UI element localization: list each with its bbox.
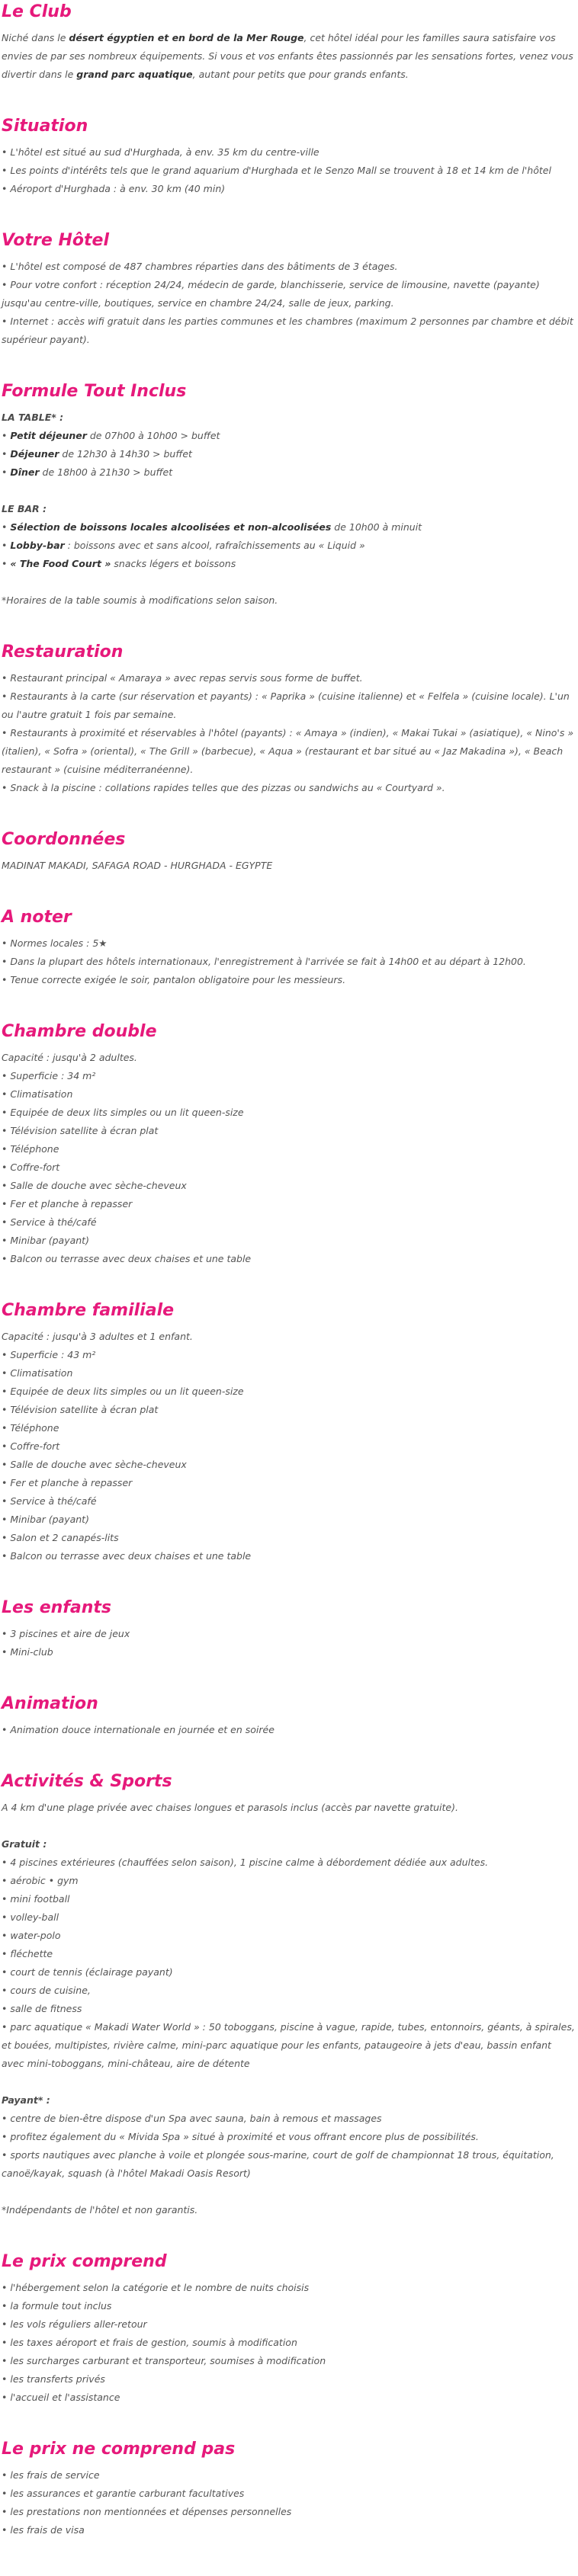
list-item: • parc aquatique « Makadi Water World » : 50 toboggans, piscine à vague, rapide, tubes, entonnoirs, géants, à spirales, et bouées, multipistes, rivière calme, mini-parc aquatique pour les enfants, pataugeoire à jets d'eau, bassin enfant avec mini-toboggans, mini-château, aire de détente [2, 2018, 576, 2073]
section-title: Chambre double [2, 1022, 157, 1041]
list-item [2, 463, 576, 482]
section-title: Votre Hôtel [2, 231, 109, 250]
free-activities [2, 1835, 576, 2073]
list-item: • les frais de service [2, 2466, 576, 2485]
list-item: • volley-ball [2, 1908, 576, 1927]
list-item: • les vols réguliers aller-retour [2, 2315, 576, 2334]
list-item: • Téléphone [2, 1419, 576, 1437]
paid-activities [2, 2091, 576, 2183]
address: MADINAT MAKADI, SAFAGA ROAD - HURGHADA - EGYPTE [2, 860, 273, 871]
room-capacity: Capacité : jusqu'à 3 adultes et 1 enfant. [2, 1331, 193, 1342]
list-item: • Service à thé/café [2, 1213, 576, 1232]
list-item: • water-polo [2, 1927, 576, 1945]
list-item: • Aéroport d'Hurghada : à env. 30 km (40 min) [2, 180, 576, 198]
intro-bold: désert égyptien et en bord de la Mer Rouge [69, 32, 304, 43]
list-item: • Equipée de deux lits simples ou un lit queen-size [2, 1104, 576, 1122]
list-item: • Minibar (payant) [2, 1511, 576, 1529]
list-item [2, 518, 576, 537]
beach-intro: A 4 km d'une plage privée avec chaises longues et parasols inclus (accès par navette gratuite). [2, 1802, 458, 1813]
section-title: Le prix comprend [2, 2252, 167, 2271]
room-details [2, 1049, 576, 1268]
list-item: • Service à thé/café [2, 1492, 576, 1511]
item-bold: Dîner [10, 466, 40, 478]
section-title: Activités & Sports [2, 1772, 172, 1791]
section-title: Chambre familiale [2, 1301, 175, 1320]
list-item: • L'hôtel est situé au sud d'Hurghada, à env. 35 km du centre-ville [2, 143, 576, 162]
list-item: • les prestations non mentionnées et dépenses personnelles [2, 2503, 576, 2521]
list-item: • Snack à la piscine : collations rapides telles que des pizzas ou sandwichs au « Courtyard ». [2, 779, 576, 797]
list-item: • l'accueil et l'assistance [2, 2389, 576, 2407]
list-item: • Internet : accès wifi gratuit dans les parties communes et les chambres (maximum 2 personnes par chambre et débit supérieur payant). [2, 312, 576, 349]
list-item: • Restaurants à proximité et réservables à l'hôtel (payants) : « Amaya » (indien), « Makai Tukai » (asiatique), « Nino's » (italien), « Sofra » (oriental), « The Grill » (barbecue), « Aqua » (restaurant et bar situé au « Jaz Makadina »), « Beach restaurant » (cuisine méditerranéenne). [2, 724, 576, 779]
list-item: • les assurances et garantie carburant facultatives [2, 2485, 576, 2503]
list-item: • Balcon ou terrasse avec deux chaises et une table [2, 1250, 576, 1268]
list-item: • les frais de visa [2, 2521, 576, 2539]
section-club [2, 0, 576, 84]
list-item: • cours de cuisine, [2, 1982, 576, 2000]
section-noter [2, 893, 576, 989]
list-item: • Climatisation [2, 1085, 576, 1104]
section-chambre-familiale [2, 1286, 576, 1565]
bullet-list [2, 143, 576, 198]
activities-note: *Indépendants de l'hôtel et non garantis. [2, 2204, 198, 2216]
section-title: Le prix ne comprend pas [2, 2440, 236, 2459]
list-item: • salle de fitness [2, 2000, 576, 2018]
list-item: • Coffre-fort [2, 1437, 576, 1456]
section-animation [2, 1680, 576, 1739]
list-item: • les transferts privés [2, 2370, 576, 2389]
list-item: • Superficie : 34 m² [2, 1067, 576, 1085]
list-item: • Télévision satellite à écran plat [2, 1122, 576, 1140]
list-item: • profitez également du « Mivida Spa » situé à proximité et vous offrant encore plus de possibilités. [2, 2128, 576, 2146]
bullet-list [2, 2466, 576, 2539]
intro-bold: grand parc aquatique [76, 69, 193, 80]
item-bold: Sélection de boissons locales alcoolisées et non-alcoolisées [10, 521, 332, 533]
list-item: • centre de bien-être dispose d'un Spa avec sauna, bain à remous et massages [2, 2110, 576, 2128]
list-item: • Mini-club [2, 1643, 576, 1661]
item-bold: Déjeuner [10, 448, 59, 460]
section-title: Le Club [2, 2, 72, 21]
item-bold: Petit déjeuner [10, 430, 87, 441]
list-item: • Restaurants à la carte (sur réservation et payants) : « Paprika » (cuisine italienne) et « Felfela » (cuisine locale). L'un ou l'autre gratuit 1 fois par semaine. [2, 687, 576, 724]
list-item: • Climatisation [2, 1364, 576, 1383]
room-capacity: Capacité : jusqu'à 2 adultes. [2, 1052, 137, 1063]
intro-text: , autant pour petits que pour grands enfants. [192, 69, 409, 80]
list-item: • les taxes aéroport et frais de gestion, soumis à modification [2, 2334, 576, 2352]
intro-text: , cet hôtel idéal pour les familles saura satisfaire vos envies de par ses nombreux équipements. Si vous et vos enfants êtes passionnés par les sensations fortes, venez vous divertir dans le [2, 32, 573, 80]
item-text: de 10h00 à minuit [331, 521, 422, 533]
list-item [2, 555, 576, 573]
list-item [2, 445, 576, 463]
section-activites [2, 1757, 576, 2219]
room-details [2, 1328, 576, 1565]
section-title: Les enfants [2, 1598, 111, 1617]
list-item: • mini football [2, 1890, 576, 1908]
list-item: • Salon et 2 canapés-lits [2, 1529, 576, 1547]
section-chambre-double [2, 1008, 576, 1268]
section-prix-comprend [2, 2238, 576, 2407]
bullet-list [2, 934, 576, 989]
list-item [2, 537, 576, 555]
list-item: • sports nautiques avec planche à voile et plongée sous-marine, court de golf de championnat 18 trous, équitation, canoë/kayak, squash (à l'hôtel Makadi Oasis Resort) [2, 2146, 576, 2183]
section-formule [2, 367, 576, 610]
list-item: • aérobic • gym [2, 1872, 576, 1890]
list-item: • fléchette [2, 1945, 576, 1963]
section-prix-ne-comprend [2, 2425, 576, 2539]
list-item: • 4 piscines extérieures (chauffées selon saison), 1 piscine calme à débordement dédiée aux adultes. [2, 1854, 576, 1872]
sub-title: Payant* : [2, 2094, 50, 2106]
list-item: • Animation douce internationale en journée et en soirée [2, 1721, 576, 1739]
schedule-note: *Horaires de la table soumis à modifications selon saison. [2, 594, 278, 606]
list-item: • les surcharges carburant et transporteur, soumises à modification [2, 2352, 576, 2370]
bar-list [2, 500, 576, 573]
bullet-list [2, 1721, 576, 1739]
list-item: • Les points d'intérêts tels que le grand aquarium d'Hurghada et le Senzo Mall se trouvent à 18 et 14 km de l'hôtel [2, 162, 576, 180]
bullet-list [2, 2279, 576, 2407]
list-item: • Tenue correcte exigée le soir, pantalon obligatoire pour les messieurs. [2, 971, 576, 989]
section-title: Restauration [2, 642, 124, 662]
club-intro [2, 29, 576, 84]
list-item: • Coffre-fort [2, 1158, 576, 1177]
section-title: Animation [2, 1694, 98, 1713]
section-title: Situation [2, 117, 88, 136]
item-text: : boissons avec et sans alcool, rafraîchissements au « Liquid » [64, 540, 365, 551]
bullet-list [2, 258, 576, 349]
item-text: de 07h00 à 10h00 > buffet [86, 430, 220, 441]
list-item: • Equipée de deux lits simples ou un lit queen-size [2, 1383, 576, 1401]
list-item: • Pour votre confort : réception 24/24, médecin de garde, blanchisserie, service de limousine, navette (payante) jusqu'au centre-ville, boutiques, service en chambre 24/24, salle de jeux, parking. [2, 276, 576, 312]
list-item: • 3 piscines et aire de jeux [2, 1625, 576, 1643]
item-text: snacks légers et boissons [111, 558, 236, 569]
bullet-list [2, 669, 576, 797]
section-coordonnees [2, 815, 576, 875]
list-item: • Fer et planche à repasser [2, 1195, 576, 1213]
section-title: Formule Tout Inclus [2, 382, 187, 401]
list-item: • Restaurant principal « Amaraya » avec repas servis sous forme de buffet. [2, 669, 576, 687]
item-bold: Lobby-bar [10, 540, 65, 551]
intro-text: Niché dans le [2, 32, 69, 43]
list-item: • L'hôtel est composé de 487 chambres réparties dans des bâtiments de 3 étages. [2, 258, 576, 276]
list-item: • Minibar (payant) [2, 1232, 576, 1250]
sub-title: LE BAR : [2, 503, 47, 514]
bullet-list [2, 1625, 576, 1661]
list-item: • la formule tout inclus [2, 2297, 576, 2315]
section-title: Coordonnées [2, 830, 126, 849]
section-restauration [2, 628, 576, 797]
item-text: de 12h30 à 14h30 > buffet [59, 448, 192, 460]
section-title: A noter [2, 908, 72, 927]
item-bold: « The Food Court » [10, 558, 111, 569]
list-item: • Dans la plupart des hôtels internationaux, l'enregistrement à l'arrivée se fait à 14h00 et au départ à 12h00. [2, 953, 576, 971]
list-item: • Normes locales : 5★ [2, 934, 576, 953]
list-item: • Balcon ou terrasse avec deux chaises et une table [2, 1547, 576, 1565]
list-item: • Télévision satellite à écran plat [2, 1401, 576, 1419]
list-item: • court de tennis (éclairage payant) [2, 1963, 576, 1982]
item-text: de 18h00 à 21h30 > buffet [39, 466, 173, 478]
list-item: • Superficie : 43 m² [2, 1346, 576, 1364]
list-item: • Salle de douche avec sèche-cheveux [2, 1177, 576, 1195]
list-item: • Salle de douche avec sèche-cheveux [2, 1456, 576, 1474]
section-enfants [2, 1584, 576, 1661]
sub-title: LA TABLE* : [2, 412, 64, 423]
table-list [2, 409, 576, 482]
list-item: • Fer et planche à repasser [2, 1474, 576, 1492]
list-item: • Téléphone [2, 1140, 576, 1158]
sub-title: Gratuit : [2, 1838, 47, 1850]
section-hotel [2, 216, 576, 349]
list-item [2, 427, 576, 445]
list-item: • l'hébergement selon la catégorie et le nombre de nuits choisis [2, 2279, 576, 2297]
section-situation [2, 102, 576, 198]
